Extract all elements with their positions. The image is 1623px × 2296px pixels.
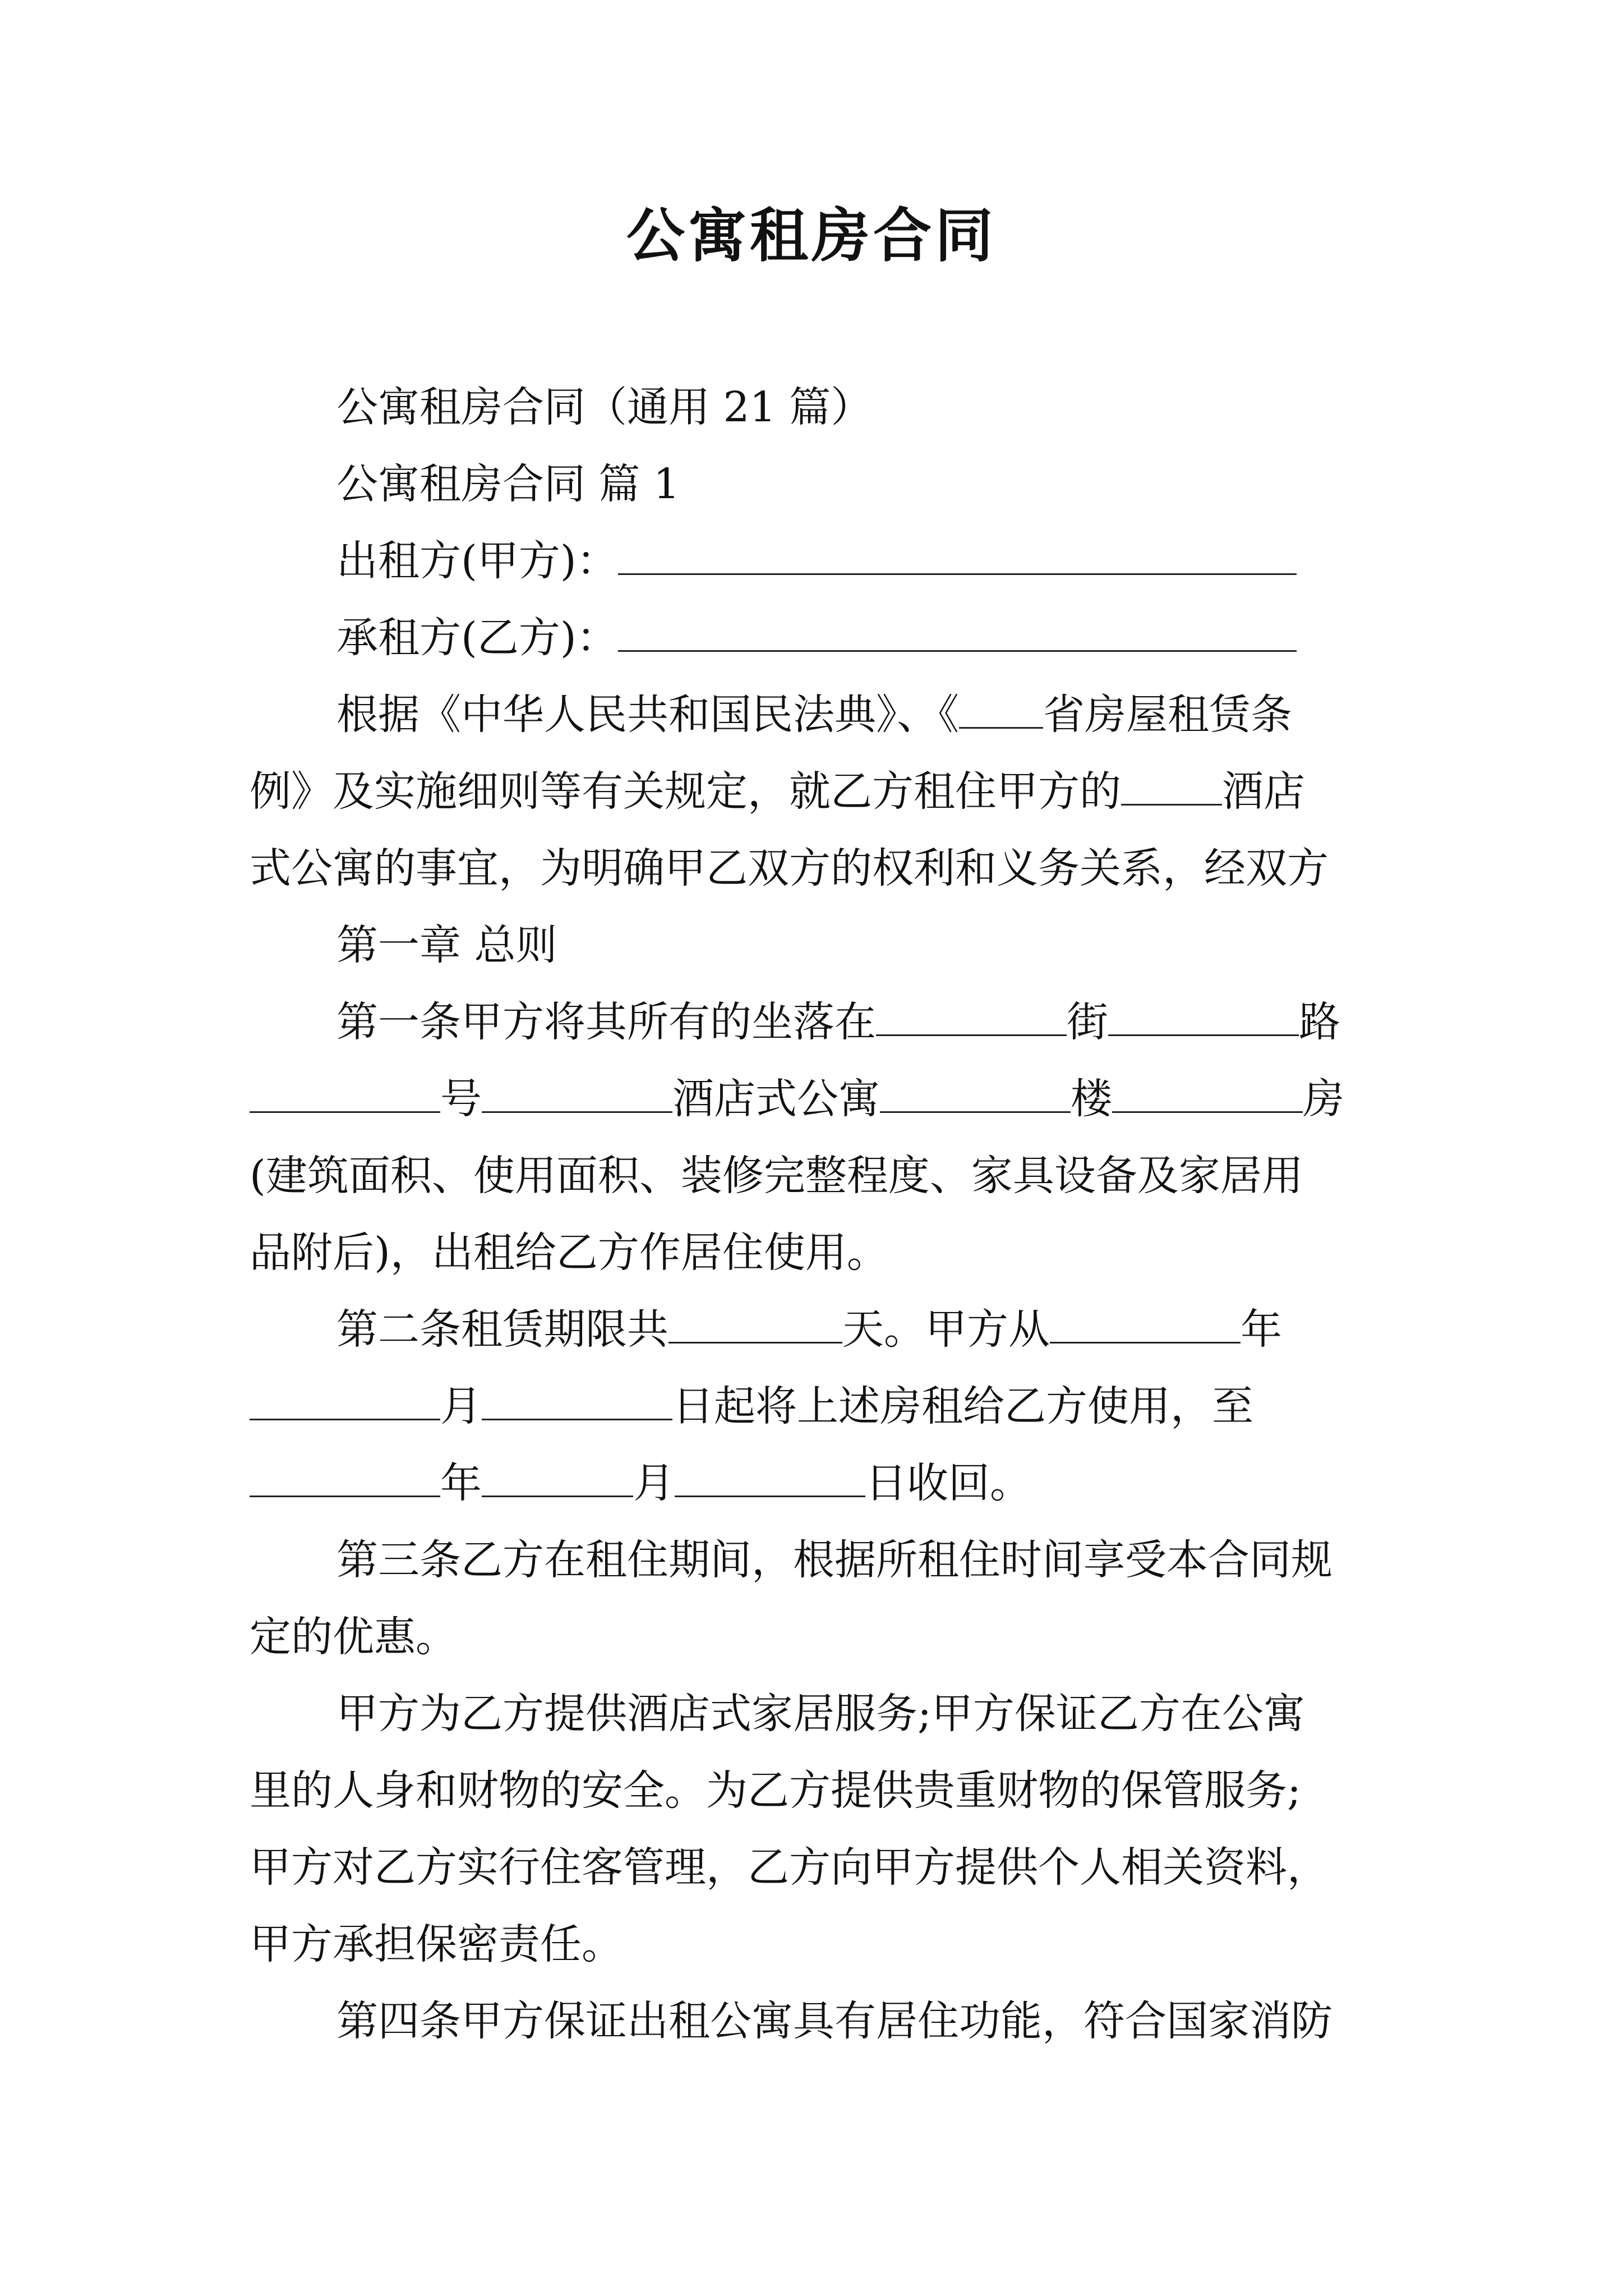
preamble-line-3: 式公寓的事宜，为明确甲乙双方的权利和义务关系，经双方 bbox=[250, 844, 1329, 892]
apartment-blank bbox=[482, 1075, 672, 1113]
building-blank bbox=[880, 1075, 1071, 1113]
lessee-line bbox=[336, 610, 1382, 666]
start-year-blank bbox=[1050, 1306, 1241, 1343]
start-month-blank bbox=[250, 1383, 440, 1420]
article-text: 路 bbox=[1299, 998, 1340, 1046]
lessor-blank bbox=[618, 537, 1297, 575]
preamble-text: 例》及实施细则等有关规定，就乙方租住甲方的 bbox=[250, 767, 1121, 816]
article-text: 楼 bbox=[1071, 1075, 1112, 1123]
province-blank bbox=[959, 691, 1043, 729]
services-line-1: 甲方为乙方提供酒店式家居服务;甲方保证乙方在公寓 bbox=[336, 1690, 1305, 1738]
article-text: 月 bbox=[440, 1382, 482, 1430]
preamble-text: 根据《中华人民共和国民法典》、《 bbox=[336, 691, 959, 739]
article-text: 年 bbox=[1241, 1305, 1282, 1354]
article-1-line-3: (建筑面积、使用面积、装修完整程度、家具设备及家居用 bbox=[250, 1152, 1303, 1200]
end-month-blank bbox=[482, 1460, 633, 1497]
services-line-4: 甲方承担保密责任。 bbox=[250, 1920, 623, 1968]
street-blank bbox=[876, 999, 1067, 1036]
article-4-line-1: 第四条甲方保证出租公寓具有居住功能，符合国家消防 bbox=[336, 1997, 1332, 2045]
chapter-heading: 第一章 总则 bbox=[336, 921, 557, 969]
article-text: 年 bbox=[440, 1459, 482, 1507]
article-2-line-2 bbox=[250, 1378, 1382, 1434]
hotel-name-blank bbox=[1121, 768, 1222, 806]
lessor-line bbox=[336, 533, 1382, 589]
preamble-line-2 bbox=[250, 763, 1382, 820]
article-3-line-1: 第三条乙方在租住期间，根据所租住时间享受本合同规 bbox=[336, 1536, 1332, 1584]
preamble-text: 省房屋租赁条 bbox=[1043, 691, 1292, 739]
days-blank bbox=[668, 1306, 842, 1343]
end-day-blank bbox=[675, 1460, 865, 1497]
services-line-2: 里的人身和财物的安全。为乙方提供贵重财物的保管服务; bbox=[250, 1766, 1301, 1815]
preamble-line-1 bbox=[336, 687, 1382, 743]
article-3-line-2: 定的优惠。 bbox=[250, 1613, 457, 1661]
lessee-label: 承租方(乙方)： bbox=[336, 614, 618, 662]
article-text: 天。甲方从 bbox=[842, 1305, 1050, 1354]
article-text: 号 bbox=[440, 1075, 482, 1123]
article-text: 日收回。 bbox=[865, 1459, 1031, 1507]
number-blank bbox=[250, 1075, 440, 1113]
article-text: 第一条甲方将其所有的坐落在 bbox=[336, 998, 876, 1046]
article-1-line-2 bbox=[250, 1071, 1382, 1127]
end-year-blank bbox=[250, 1460, 440, 1497]
services-line-3: 甲方对乙方实行住客管理，乙方向甲方提供个人相关资料， bbox=[250, 1843, 1329, 1892]
preamble-text: 酒店 bbox=[1222, 767, 1305, 816]
document-title: 公寓租房合同 bbox=[626, 201, 997, 270]
article-1-line-4: 品附后)，出租给乙方作居住使用。 bbox=[250, 1228, 888, 1277]
article-text: 街 bbox=[1067, 998, 1108, 1046]
lessor-label: 出租方(甲方)： bbox=[336, 537, 618, 585]
road-blank bbox=[1108, 999, 1299, 1036]
article-text: 日起将上述房租给乙方使用，至 bbox=[672, 1382, 1253, 1430]
article-text: 房 bbox=[1303, 1075, 1344, 1123]
article-2-line-3 bbox=[250, 1455, 1382, 1511]
room-blank bbox=[1112, 1075, 1303, 1113]
start-day-blank bbox=[482, 1383, 672, 1420]
lessee-blank bbox=[618, 614, 1297, 652]
subtitle: 公寓租房合同（通用 21 篇） bbox=[336, 383, 873, 431]
section-heading: 公寓租房合同 篇 1 bbox=[336, 460, 680, 508]
article-text: 酒店式公寓 bbox=[672, 1075, 880, 1123]
article-text: 第二条租赁期限共 bbox=[336, 1305, 668, 1354]
article-1-line-1 bbox=[336, 994, 1382, 1050]
article-text: 月 bbox=[633, 1459, 675, 1507]
article-2-line-1 bbox=[336, 1301, 1382, 1358]
